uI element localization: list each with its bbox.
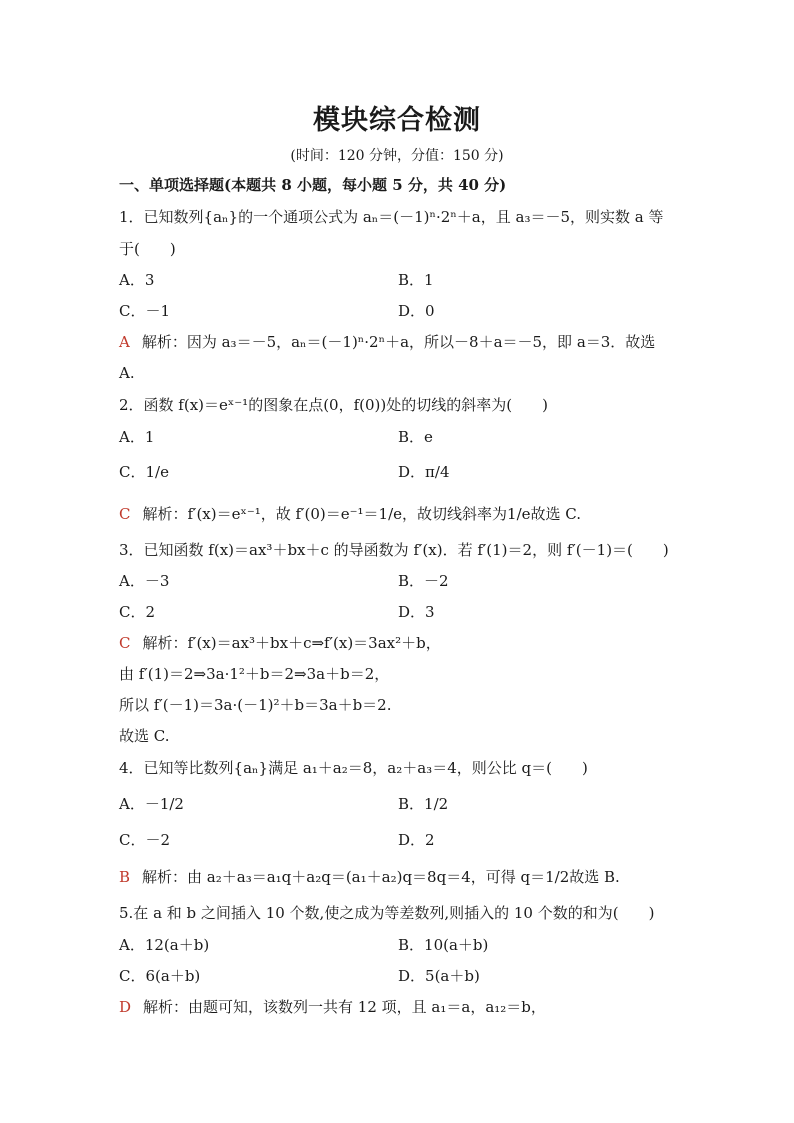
q4-option-b: B．1/2 bbox=[398, 795, 449, 813]
q3-answer: C bbox=[119, 634, 131, 652]
q5-solution bbox=[119, 997, 546, 1017]
q1-option-a: A．3 bbox=[119, 271, 155, 289]
q5-option-a: A．12(a＋b) bbox=[119, 936, 210, 954]
exam-info: (时间：120 分钟，分值：150 分) bbox=[290, 148, 504, 164]
q5-solution-text: 解析：由题可知，该数列一共有 12 项，且 a₁＝a，a₁₂＝b， bbox=[143, 998, 546, 1016]
q4-solution bbox=[119, 867, 620, 887]
q1-option-b: B．1 bbox=[398, 271, 434, 289]
q4-option-a: A．－1/2 bbox=[119, 795, 184, 813]
q3-solution-text: 解析：f′(x)＝ax³＋bx＋c⇒f′(x)＝3ax²＋b， bbox=[142, 634, 441, 652]
q2-answer: C bbox=[119, 505, 131, 523]
q3-option-b: B．－2 bbox=[398, 572, 449, 590]
q4-solution-text: 解析：由 a₂＋a₃＝a₁q＋a₂q＝(a₁＋a₂)q＝8q＝4，可得 q＝1/2故选 B. bbox=[142, 868, 620, 886]
q3-option-a: A．－3 bbox=[119, 572, 170, 590]
question-2-stem: 2．函数 f(x)＝eˣ⁻¹的图象在点(0，f(0))处的切线的斜率为( ) bbox=[119, 396, 548, 414]
q5-answer: D bbox=[119, 998, 132, 1016]
q4-option-d: D．2 bbox=[398, 831, 435, 849]
q2-solution-text: 解析：f′(x)＝eˣ⁻¹，故 f′(0)＝e⁻¹＝1/e，故切线斜率为1/e故选 C. bbox=[142, 505, 581, 523]
q4-answer: B bbox=[119, 868, 131, 886]
q2-option-d: D．π/4 bbox=[398, 463, 450, 481]
q1-answer: A bbox=[119, 333, 130, 351]
q5-option-d: D．5(a＋b) bbox=[398, 967, 480, 985]
question-5-stem: 5.在 a 和 b 之间插入 10 个数,使之成为等差数列,则插入的 10 个数的和为( ) bbox=[119, 904, 655, 922]
question-1-stem: 1．已知数列{aₙ}的一个通项公式为 aₙ＝(－1)ⁿ·2ⁿ＋a，且 a₃＝－5，则实数 a 等 bbox=[119, 208, 664, 226]
q1-solution-text: 解析：因为 a₃＝－5，aₙ＝(－1)ⁿ·2ⁿ＋a，所以－8＋a＝－5，即 a＝3．故选 bbox=[141, 333, 656, 351]
q4-option-c: C．－2 bbox=[119, 831, 171, 849]
q2-option-c: C．1/e bbox=[119, 463, 169, 481]
q3-solution-line-3: 所以 f′(－1)＝3a·(－1)²＋b＝3a＋b＝2. bbox=[119, 696, 392, 714]
q2-option-a: A．1 bbox=[119, 428, 155, 446]
q1-option-d: D．0 bbox=[398, 302, 435, 320]
q2-option-b: B．e bbox=[398, 428, 433, 446]
q5-option-b: B．10(a＋b) bbox=[398, 936, 489, 954]
question-4-stem: 4．已知等比数列{aₙ}满足 a₁＋a₂＝8，a₂＋a₃＝4，则公比 q＝( ) bbox=[119, 759, 588, 777]
question-1-stem-cont: 于( ) bbox=[119, 240, 176, 258]
section-heading: 一、单项选择题(本题共 8 小题，每小题 5 分，共 40 分) bbox=[119, 176, 507, 194]
question-3-stem: 3．已知函数 f(x)＝ax³＋bx＋c 的导函数为 f′(x)．若 f′(1)＝2，则 f′(－1)＝( ) bbox=[119, 541, 669, 559]
q1-option-c: C．－1 bbox=[119, 302, 171, 320]
q2-solution bbox=[119, 504, 581, 524]
q3-option-d: D．3 bbox=[398, 603, 435, 621]
q1-solution bbox=[119, 332, 655, 352]
q3-solution bbox=[119, 633, 441, 653]
q3-option-c: C．2 bbox=[119, 603, 156, 621]
q3-solution-line-4: 故选 C. bbox=[119, 727, 170, 745]
q1-solution-cont: A. bbox=[119, 364, 135, 382]
q3-solution-line-2: 由 f′(1)＝2⇒3a·1²＋b＝2⇒3a＋b＝2， bbox=[119, 665, 390, 683]
page-title: 模块综合检测 bbox=[313, 105, 481, 136]
q5-option-c: C．6(a＋b) bbox=[119, 967, 201, 985]
